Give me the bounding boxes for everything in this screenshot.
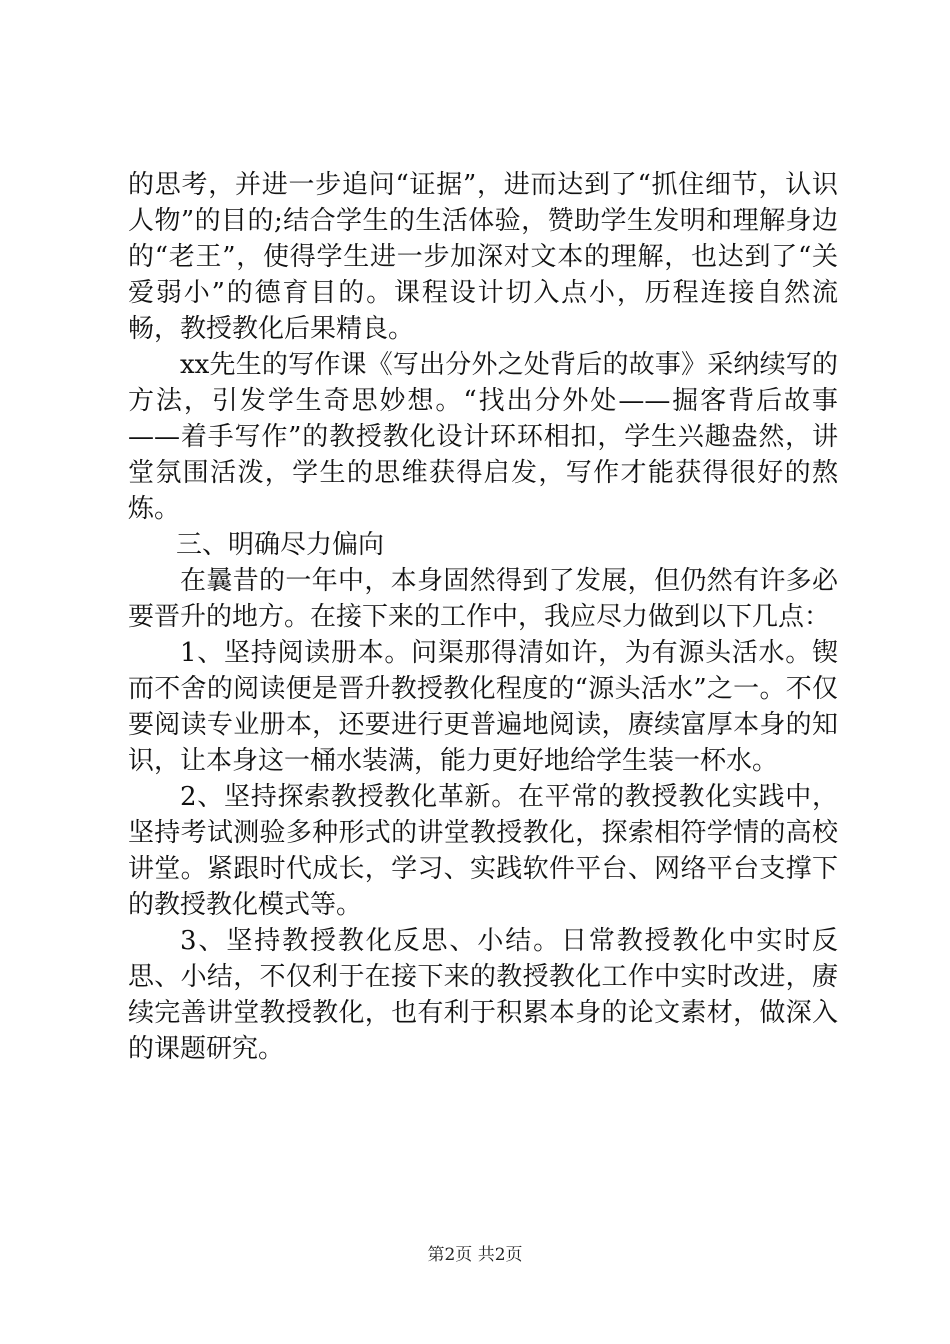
paragraph-item-1: 1、坚持阅读册本。问渠那得清如许，为有源头活水。锲而不舍的阅读便是晋升教授教化程度的“源头活水”之一。不仅要阅读专业册本，还要进行更普遍地阅读，赓续富厚本身的知识，让本身这一桶水装满，能力更好地给学生装一杯水。 [128, 638, 838, 776]
paragraph-continuation: 的思考，并进一步追问“证据”，进而达到了“抓住细节，认识人物”的目的;结合学生的生活体验，赞助学生发明和理解身边的“老王”，使得学生进一步加深对文本的理解，也达到了“关爱弱小”的德育目的。课程设计切入点小，历程连接自然流畅，教授教化后果精良。 [128, 170, 838, 344]
paragraph-item-2: 2、坚持探索教授教化革新。在平常的教授教化实践中，坚持考试测验多种形式的讲堂教授教化，探索相符学情的高校讲堂。紧跟时代成长，学习、实践软件平台、网络平台支撑下的教授教化模式等。 [128, 782, 838, 920]
paragraph-item-3: 3、坚持教授教化反思、小结。日常教授教化中实时反思、小结，不仅利于在接下来的教授教化工作中实时改进，赓续完善讲堂教授教化，也有利于积累本身的论文素材，做深入的课题研究。 [128, 926, 838, 1064]
paragraph-intro: 在曩昔的一年中，本身固然得到了发展，但仍然有许多必要晋升的地方。在接下来的工作中，我应尽力做到以下几点： [128, 566, 838, 632]
section-heading: 三、明确尽力偏向 [176, 530, 385, 560]
document-body [128, 167, 838, 1067]
page-footer: 第2页 共2页 [427, 1245, 523, 1265]
paragraph-writing-class: xx先生的写作课《写出分外之处背后的故事》采纳续写的方法，引发学生奇思妙想。“找出分外处——掘客背后故事——着手写作”的教授教化设计环环相扣，学生兴趣盎然，讲堂氛围活泼，学生的思维获得启发，写作才能获得很好的熬炼。 [128, 350, 838, 524]
